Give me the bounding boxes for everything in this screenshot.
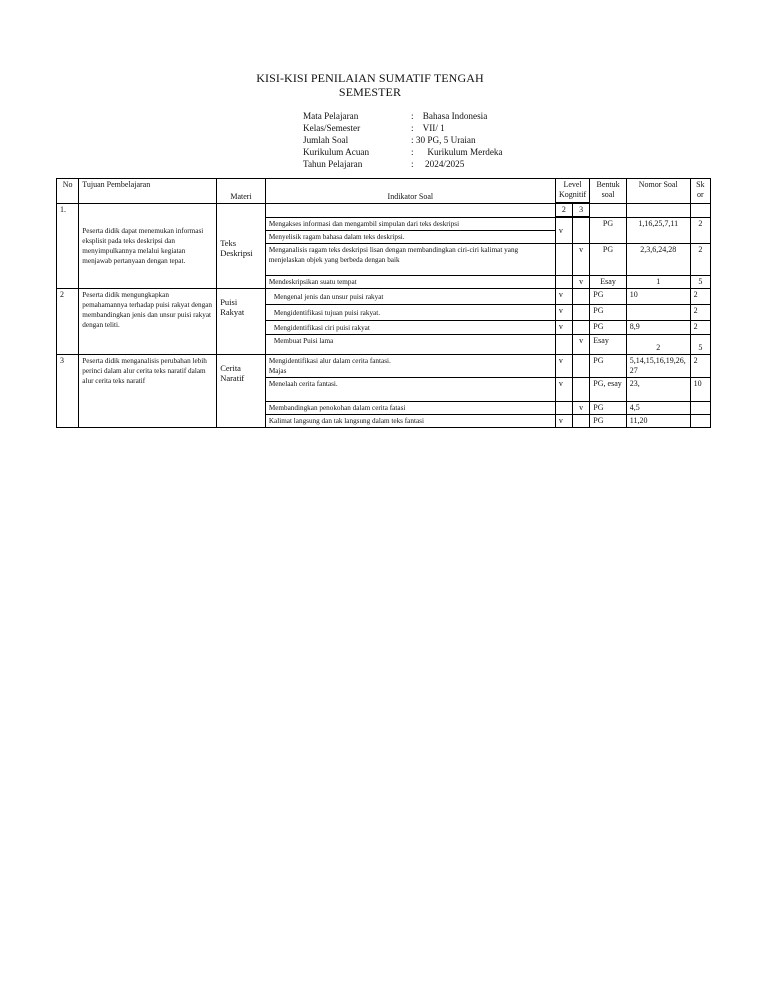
meta-label: Kurikulum Acuan xyxy=(303,147,370,157)
skor-cell: 5 xyxy=(690,335,710,355)
level-3-header: 3 xyxy=(573,204,590,217)
nomor-cell: 2 xyxy=(626,335,690,355)
indikator-cell: Mengakses informasi dan mengambil simpulan dari teks deskripsi xyxy=(265,218,555,231)
tujuan-cell: Peserta didik mengungkapkan pemahamannya terhadap puisi rakyat dengan membandingkan jenis dan unsur puisi rakyat dengan teliti. xyxy=(79,289,217,355)
skor-cell: 10 xyxy=(690,378,710,402)
row-number: 2 xyxy=(57,289,79,355)
bentuk-cell: PG xyxy=(590,289,627,305)
indikator-cell: Menelaah cerita fantasi. xyxy=(265,378,555,402)
header-level: Level Kognitif xyxy=(555,179,589,203)
level-3-cell xyxy=(573,218,590,244)
skor-cell xyxy=(690,415,710,428)
meta-row xyxy=(303,110,503,122)
level-2-cell: v xyxy=(555,289,572,305)
document-title-line1: KISI-KISI PENILAIAN SUMATIF TENGAH xyxy=(256,71,484,85)
meta-block xyxy=(303,110,503,170)
materi-cell xyxy=(217,204,266,289)
materi-cell xyxy=(217,289,266,355)
meta-label: Tahun Pelajaran xyxy=(303,159,363,169)
meta-value: : 2024/2025 xyxy=(411,159,465,169)
skor-cell: 2 xyxy=(690,355,710,378)
indikator-cell: Mengenal jenis dan unsur puisi rakyat xyxy=(265,289,555,305)
bentuk-cell: PG xyxy=(590,355,627,378)
skor-cell: 2 xyxy=(690,289,710,305)
indikator-cell: Mengidentifikasi tujuan puisi rakyat. xyxy=(265,305,555,321)
level-3-cell: v xyxy=(573,276,590,289)
level-2-cell: v xyxy=(555,218,572,244)
header-skor-1: Sk xyxy=(696,180,705,189)
meta-row xyxy=(303,158,503,170)
meta-row xyxy=(303,146,503,158)
bentuk-cell: PG xyxy=(590,244,627,276)
header-nomor: Nomor Soal xyxy=(626,179,690,204)
skor-cell: 5 xyxy=(690,276,710,289)
nomor-cell xyxy=(626,305,690,321)
bentuk-cell: PG xyxy=(590,218,627,244)
nomor-cell: 4,5 xyxy=(626,402,690,415)
nomor-cell: 1 xyxy=(626,276,690,289)
nomor-cell: 2,3,6,24,28 xyxy=(626,244,690,276)
header-bentuk: Bentuk soal xyxy=(590,179,627,204)
meta-value: : Bahasa Indonesia xyxy=(411,111,488,121)
level-3-cell: v xyxy=(573,402,590,415)
skor-cell: 2 xyxy=(690,321,710,335)
header-no: No xyxy=(57,179,79,204)
level-3-cell xyxy=(573,289,590,305)
row-number: 1. xyxy=(57,204,79,289)
indikator-cell xyxy=(265,355,555,378)
level-3-cell xyxy=(573,321,590,335)
document-title-line2: SEMESTER xyxy=(338,85,402,99)
level-2-header: 2 xyxy=(555,204,572,217)
indikator-text: Mengidentifikasi alur dalam cerita fantasi. xyxy=(268,357,391,365)
bentuk-cell: Esay xyxy=(590,276,627,289)
skor-cell: 2 xyxy=(690,244,710,276)
indikator-cell: Menyelisik ragam bahasa dalam teks deskripsi. xyxy=(265,231,555,244)
bentuk-cell: PG xyxy=(590,305,627,321)
materi-text: Teks Deskripsi xyxy=(220,238,253,258)
level-3-cell xyxy=(573,305,590,321)
kisi-kisi-table xyxy=(56,178,711,428)
skor-cell: 2 xyxy=(690,305,710,321)
header-row xyxy=(57,179,711,203)
meta-row xyxy=(303,134,503,146)
meta-label: Kelas/Semester xyxy=(303,123,361,133)
level-2-cell xyxy=(555,244,572,276)
nomor-cell: 10 xyxy=(626,289,690,305)
nomor-cell: 11,20 xyxy=(626,415,690,428)
materi-cell xyxy=(217,355,266,428)
meta-row xyxy=(303,122,503,134)
level-2-cell xyxy=(555,335,572,355)
meta-value: : Kurikulum Merdeka xyxy=(411,147,503,157)
level-3-cell xyxy=(573,355,590,378)
indikator-cell: Membandingkan penokohan dalam cerita fatasi xyxy=(265,402,555,415)
header-tujuan: Tujuan Pembelajaran xyxy=(79,179,217,204)
header-skor xyxy=(690,179,710,204)
level-2-cell: v xyxy=(555,355,572,378)
level-3-cell: v xyxy=(573,335,590,355)
level-2-cell: v xyxy=(555,305,572,321)
skor-cell: 2 xyxy=(690,218,710,244)
indikator-cell: Membuat Puisi lama xyxy=(265,335,555,355)
materi-text: Cerita Naratif xyxy=(220,363,245,383)
table-row xyxy=(57,289,711,305)
tujuan-cell xyxy=(79,204,217,289)
indikator-cell: Menganalisis ragam teks deskripsi lisan dengan membandingkan ciri-ciri kalimat yang menjelaskan objek yang berbeda dengan baik xyxy=(265,244,555,276)
nomor-cell: 1,16,25,7,11 xyxy=(626,218,690,244)
level-2-cell xyxy=(555,276,572,289)
level-3-cell xyxy=(573,415,590,428)
bentuk-cell: PG, esay xyxy=(590,378,627,402)
tujuan-text: Peserta didik dapat menemukan informasi eksplisit pada teks deskripsi dan menyimpulkannya melalui kegiatan menjawab pertanyaan dengan tepat. xyxy=(82,227,204,265)
tujuan-cell: Peserta didik menganalisis perubahan lebih perinci dalam alur cerita teks naratif dalam alur cerita teks naratif xyxy=(79,355,217,428)
header-skor-2: or xyxy=(697,190,704,199)
table-row xyxy=(57,355,711,378)
header-materi: Materi xyxy=(217,179,266,204)
nomor-cell: 8,9 xyxy=(626,321,690,335)
level-3-cell: v xyxy=(573,244,590,276)
nomor-cell: 23, xyxy=(626,378,690,402)
bentuk-cell: Esay xyxy=(590,335,627,355)
meta-label: Mata Pelajaran xyxy=(303,111,359,121)
row-number: 3 xyxy=(57,355,79,428)
bentuk-cell: PG xyxy=(590,321,627,335)
indikator-cell: Mengidentifikasi ciri puisi rakyat xyxy=(265,321,555,335)
meta-value: : 30 PG, 5 Uraian xyxy=(411,135,476,145)
level-2-cell: v xyxy=(555,415,572,428)
bentuk-cell: PG xyxy=(590,402,627,415)
indikator-cell: Mendeskripsikan suatu tempat xyxy=(265,276,555,289)
indikator-text-2: Majas xyxy=(268,367,287,375)
meta-value: : VII/ 1 xyxy=(411,123,445,133)
skor-cell xyxy=(690,402,710,415)
table-row xyxy=(57,204,711,217)
level-2-cell: v xyxy=(555,321,572,335)
indikator-cell: Kalimat langsung dan tak langsung dalam teks fantasi xyxy=(265,415,555,428)
level-3-cell xyxy=(573,378,590,402)
materi-text: Puisi Rakyat xyxy=(220,297,245,317)
meta-label: Jumlah Soal xyxy=(303,135,349,145)
nomor-cell: 5,14,15,16,19,26, 27 xyxy=(626,355,690,378)
level-2-cell xyxy=(555,402,572,415)
header-indikator: Indikator Soal xyxy=(265,179,555,204)
bentuk-cell: PG xyxy=(590,415,627,428)
level-2-cell: v xyxy=(555,378,572,402)
